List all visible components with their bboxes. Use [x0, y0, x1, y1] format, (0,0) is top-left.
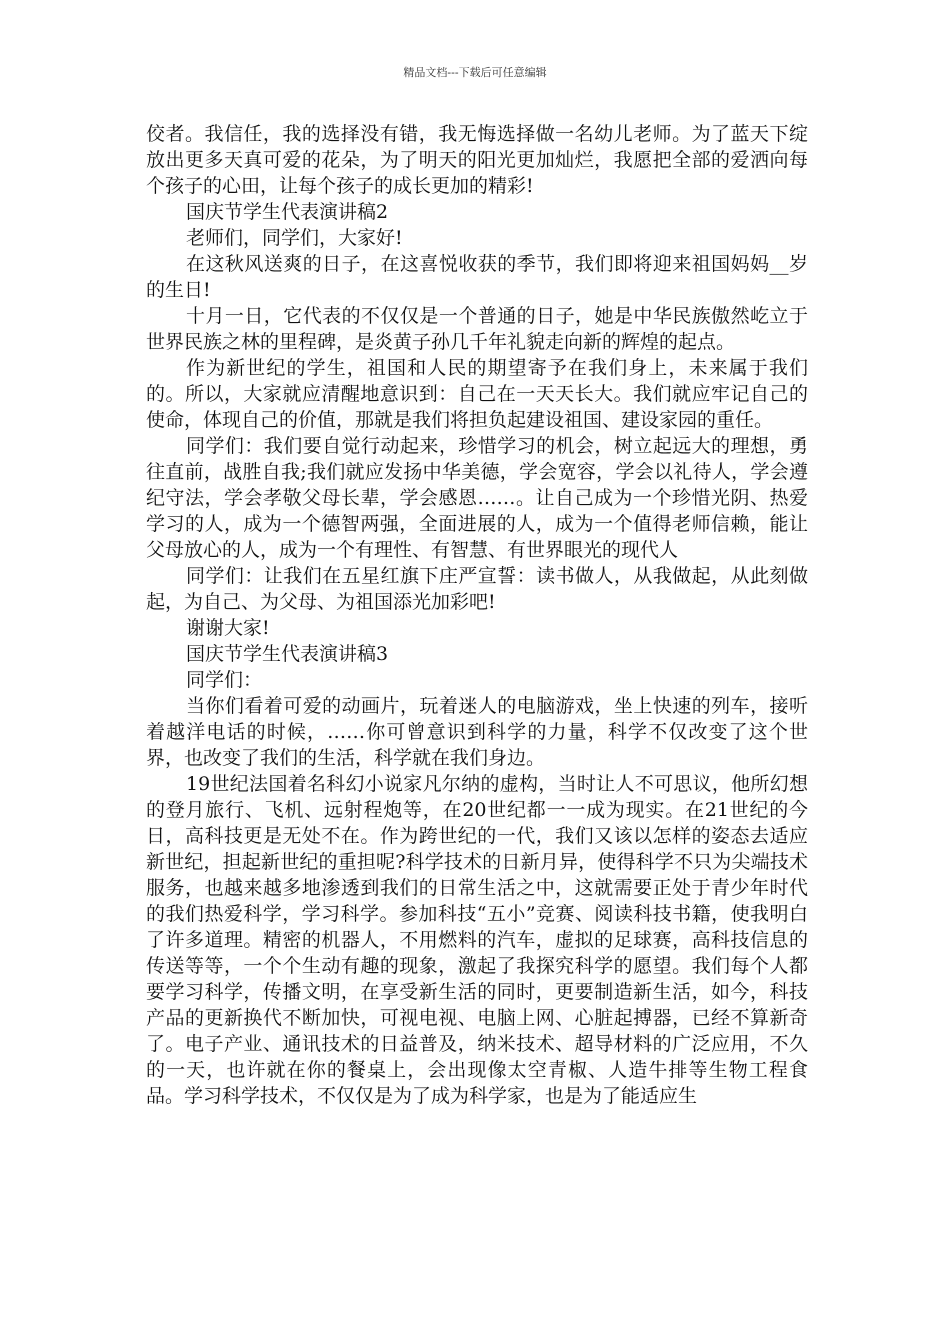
paragraph: 19世纪法国着名科幻小说家凡尔纳的虚构，当时让人不可思议，他所幻想的登月旅行、飞机、远射程炮等，在20世纪都一一成为现实。在21世纪的今日，高科技更是无处不在。作为跨世纪的一代，我们又该以怎样的姿态去适应新世纪，担起新世纪的重担呢?科学技术的日新月异，使得科学不只为尖端技术服务，也越来越多地渗透到我们的日常生活之中，这就需要正处于青少年时代的我们热爱科学，学习科学。参加科技“五小”竞赛、阅读科技书籍，使我明白了许多道理。精密的机器人，不用燃料的汽车，虚拟的足球赛，高科技信息的传送等等，一个个生动有趣的现象，激起了我探究科学的愿望。我们每个人都要学习科学，传播文明，在享受新生活的同时，更要制造新生活，如今，科技产品的更新换代不断加快，可视电视、电脑上网、心脏起搏器，已经不算新奇了。电子产业、通讯技术的日益普及，纳米技术、超导材料的广泛应用，不久的一天，也许就在你的餐桌上，会出现像太空青椒、人造牛排等生物工程食品。学习科学技术，不仅仅是为了成为科学家，也是为了能适应生 [146, 773, 808, 1107]
paragraph: 同学们：让我们在五星红旗下庄严宣誓：读书做人，从我做起，从此刻做起，为自己、为父母、为祖国添光加彩吧! [146, 565, 808, 613]
paragraph: 十月一日，它代表的不仅仅是一个普通的日子，她是中华民族傲然屹立于世界民族之林的里程碑，是炎黄子孙几千年礼貌走向新的辉煌的起点。 [146, 305, 808, 353]
page-header: 精品文档---下载后可任意编辑 [403, 66, 547, 79]
closing-thanks: 谢谢大家! [186, 617, 270, 639]
greeting: 老师们，同学们，大家好! [186, 227, 403, 249]
paragraph-continued: 佼者。我信任，我的选择没有错，我无悔选择做一名幼儿老师。为了蓝天下绽放出更多天真可爱的花朵，为了明天的阳光更加灿烂，我愿把全部的爱洒向每个孩子的心田，让每个孩子的成长更加的精彩! [146, 123, 808, 197]
greeting: 同学们： [186, 669, 263, 691]
paragraph: 作为新世纪的学生，祖国和人民的期望寄予在我们身上，未来属于我们的。所以，大家就应清醒地意识到：自己在一天天长大。我们就应牢记自己的使命，体现自己的价值，那就是我们将担负起建设祖国、建设家园的重任。 [146, 357, 808, 431]
paragraph: 同学们：我们要自觉行动起来，珍惜学习的机会，树立起远大的理想，勇往直前，战胜自我;我们就应发扬中华美德，学会宽容，学会以礼待人，学会遵纪守法，学会孝敬父母长辈，学会感恩……。让自己成为一个珍惜光阴、热爱学习的人，成为一个德智两强，全面进展的人，成为一个值得老师信赖，能让父母放心的人，成为一个有理性、有智慧、有世界眼光的现代人 [146, 435, 808, 561]
section-title-speech-2: 国庆节学生代表演讲稿2 [186, 201, 389, 223]
section-title-speech-3: 国庆节学生代表演讲稿3 [186, 643, 389, 665]
document-body [146, 121, 808, 1109]
paragraph: 当你们看着可爱的动画片，玩着迷人的电脑游戏，坐上快速的列车，接听着越洋电话的时候，……你可曾意识到科学的力量，科学不仅改变了这个世界，也改变了我们的生活，科学就在我们身边。 [146, 695, 808, 769]
paragraph: 在这秋风送爽的日子，在这喜悦收获的季节，我们即将迎来祖国妈妈__岁的生日! [146, 253, 808, 301]
